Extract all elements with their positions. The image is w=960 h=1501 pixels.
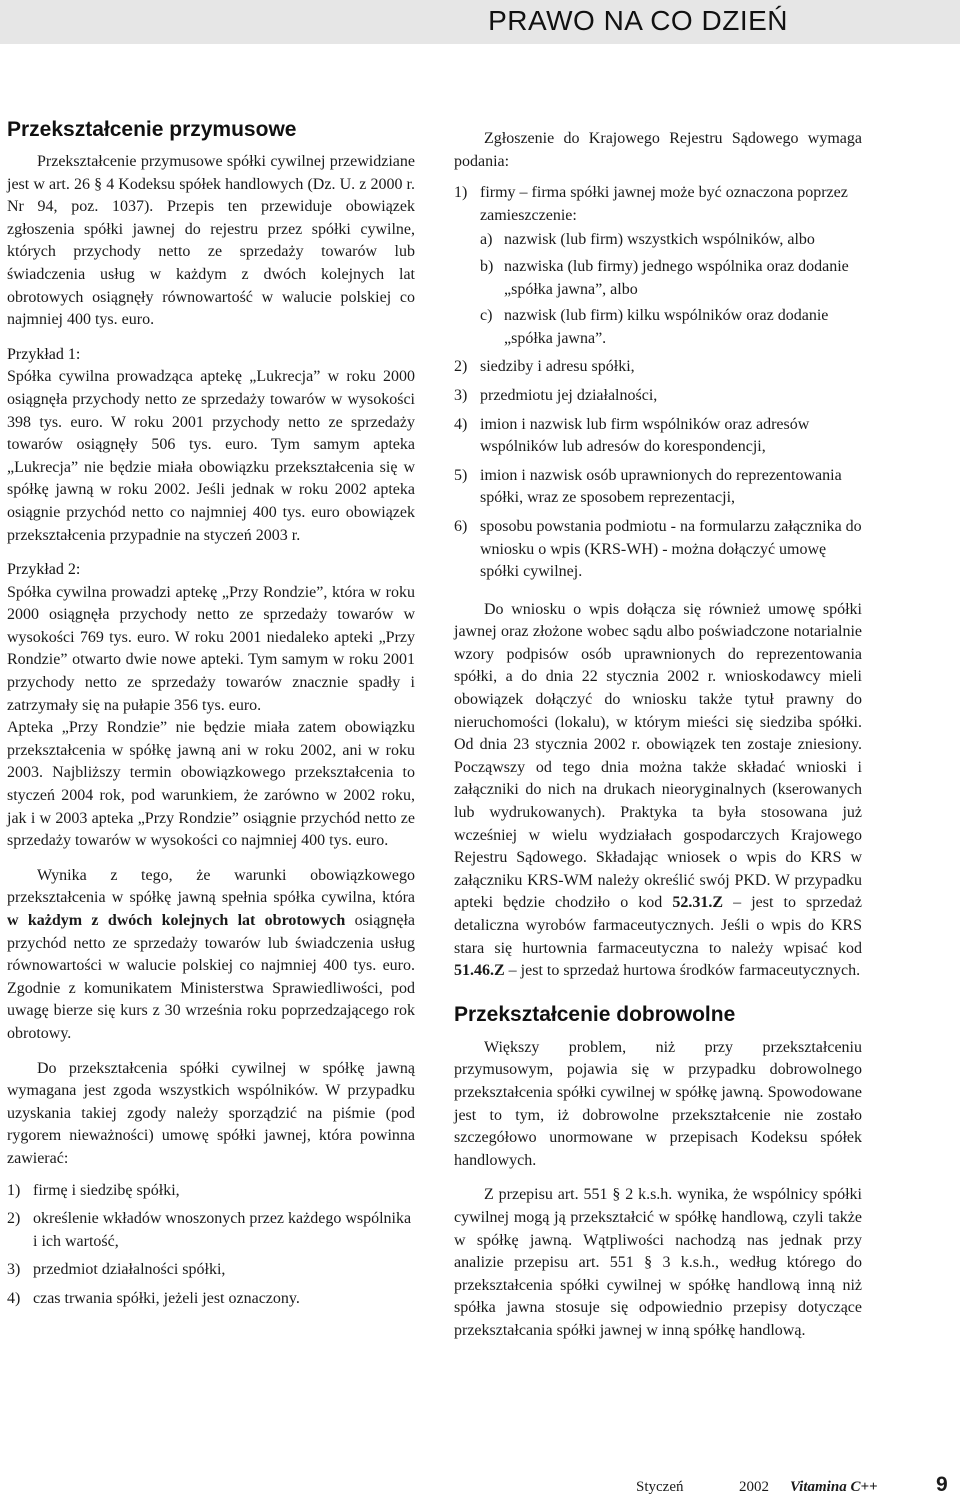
footer-magazine: Vitamina C++ (790, 1479, 878, 1495)
heading-przymusowe: Przekształcenie przymusowe (7, 118, 297, 141)
list-item: 1) firmy – firma spółki jawnej może być oznaczona poprzez zamieszczenie: a) nazwisk (lub firm) wszystkich wspólników, albo b) nazwiska (lub firmy) jednego wspólnika oraz dodanie „spółka jawna”, albo c) nazwisk (lub firm) kilku wspólników oraz dodanie „spółka jawna”. (454, 182, 862, 350)
list-item: 3) przedmiotu jej działalności, (454, 386, 658, 404)
list-item: 1) firmę i siedzibę spółki, (7, 1181, 180, 1199)
example-2-text-continued: Apteka „Przy Rondzie” nie będzie miała zatem obowiązku przekształcenia w spółkę jawną ani w roku 2002, ani w roku 2003. Najbliższy termin obowiązkowego przekształcenia to styczeń 2004 rok, pod warunkiem, że zarówno w 2002 roku, jak i w 2003 apteka „Przy Rondzie” osiągnie przychód netto ze sprzedaży towarów w wysokości co najmniej 400 tys. euro. (7, 719, 415, 850)
paragraph-krs-intro: Zgłoszenie do Krajowego Rejestru Sądowego wymaga podania: (454, 130, 862, 170)
example-2-title: Przykład 2: (7, 561, 81, 579)
paragraph-intro: Przekształcenie przymusowe spółki cywilnej przewidziane jest w art. 26 § 4 Kodeksu spółek handlowych (Dz. U. z 2000 r. Nr 94, poz. 1037). Przepis ten przewiduje obowiązek zgłoszenia spółki jawnej do rejestru przez spółki cywilne, których przychody netto ze sprzedaży towarów lub świadczenia usług w każdym z dwóch kolejnych lat obrotowych osiągnęły równowartość w walucie polskiej co najmniej 400 tys. euro. (7, 153, 415, 329)
page-footer (0, 1473, 960, 1497)
paragraph-art-551: Z przepisu art. 551 § 2 k.s.h. wynika, że wspólnicy spółki cywilnej mogą ją przekształcić w spółkę handlową, czyli także w spółkę jawną. Wątpliwości nachodzą nas jednak przy analizie przepisu art. 551 § 3 k.s.h., według którego do przekształcenia spółki cywilnej w spółkę handlową inną niż spółka jawna stosuje się odpowiednio przepisy dotyczące przekształcania spółki jawnej w inną spółkę handlową. (454, 1186, 862, 1339)
heading-dobrowolne: Przekształcenie dobrowolne (454, 1002, 736, 1026)
emphasis-two-years: w każdym z dwóch kolejnych lat obrotowych (7, 912, 346, 929)
pkd-code-wholesale: 51.46.Z (454, 962, 505, 980)
list-item: 3) przedmiot działalności spółki, (7, 1261, 226, 1279)
sublist-item: a) nazwisk (lub firm) wszystkich wspólników, albo (480, 231, 815, 249)
example-1-title: Przykład 1: (7, 345, 81, 363)
page-header (0, 0, 960, 44)
list-item: 2) siedziby i adresu spółki, (454, 358, 635, 376)
sublist-item: b) nazwiska (lub firmy) jednego wspólnika oraz dodanie „spółka jawna”, albo (480, 257, 849, 298)
list-item: 4) czas trwania spółki, jeżeli jest oznaczony. (7, 1289, 300, 1307)
list-item: 6) sposobu powstania podmiotu - na formularzu załącznika do wniosku o wpis (KRS-WH) - można dołączyć umowę spółki cywilnej. (454, 517, 862, 581)
list-item: 5) imion i nazwisk osób uprawnionych do reprezentowania spółki, wraz ze sposobem reprezentacji, (454, 466, 842, 507)
left-column (7, 118, 415, 1317)
contract-requirements-list (7, 1180, 415, 1311)
paragraph-consent: Do przekształcenia spółki cywilnej w spółkę jawną wymagana jest zgoda wszystkich wspólników. W przypadku uzyskania takiej zgody należy sporządzić na piśmie (pod rygorem nieważności) umowę spółki jawnej, która powinna zawierać: (7, 1059, 415, 1167)
list-item: 4) imion i nazwisk lub firm wspólników oraz adresów wspólników lub adresów do korespondencji, (454, 415, 810, 456)
right-column (454, 128, 862, 1343)
example-1-text: Spółka cywilna prowadząca aptekę „Lukrecja” w roku 2000 osiągnęła przychody netto ze sprzedaży towarów w wysokości 398 tys. euro. W roku 2001 przychody netto ze sprzedaży towarów osiągnęły 506 tys. euro. Tym samym apteka „Lukrecja” nie będzie miała obowiązku przekształcenia się w spółkę jawną w roku 2002. Jeśli jednak w roku 2002 apteka osiągnie przychód netto co najmniej 400 tys. euro obowiązek przekształcenia przypadnie na styczeń 2003 r. (7, 368, 415, 544)
firm-naming-sublist (480, 229, 862, 350)
list-item: 2) określenie wkładów wnoszonych przez każdego wspólnika i ich wartość, (7, 1210, 412, 1250)
section-title: PRAWO NA CO DZIEŃ (488, 5, 788, 36)
sublist-item: c) nazwisk (lub firm) kilku wspólników oraz dodanie „spółka jawna”. (480, 307, 829, 347)
paragraph-attachments: Do wniosku o wpis dołącza się również umowę spółki jawnej oraz złożone wobec sądu albo poświadczone notarialnie wzory podpisów osób uprawnionych do reprezentowania spółki, a do dnia 22 stycznia 2002 r. wnioskodawcy mieli obowiązek dołączyć do wniosku także tytuł prawny do nieruchomości (lokalu), w którym mieści się siedziba spółki. Od dnia 23 stycznia 2002 r. obowiązek ten zostaje zniesiony. Począwszy od tego dnia można także składać wnioski i załączniki do nich na drukach nieoryginalnych (kserowanych lub wydrukowanych). Praktyka ta była stosowana już wcześniej w wielu wydziałach gospodarczych Krajowego Rejestru Sądowego. Składając wniosek o wpis do KRS w załączniku KRS-WM należy określić swój PKD. W przypadku apteki będzie chodziło o kod 52.31.Z – jest to sprzedaż detaliczna wyrobów farmaceutycznych. Jeśli o wpis do KRS stara się hurtownia farmaceutyczna to należy wpisać kod 51.46.Z – jest to sprzedaż hurtowa środków farmaceutycznych. (454, 600, 863, 980)
paragraph-conditions: Wynika z tego, że warunki obowiązkowego przekształcenia w spółkę jawną spełnia spółka cywilna, która w każdym z dwóch kolejnych lat obrotowych osiągnęła przychód netto ze sprzedaży towarów lub świadczenia usług równowartości w walucie polskiej co najmniej 400 tys. euro. Zgodnie z komunikatem Ministerstwa Sprawiedliwości, pod uwagę bierze się kurs z 30 września roku poprzedzającego rok obrotowy. (7, 866, 416, 1042)
footer-year: 2002 (739, 1479, 769, 1495)
footer-month: Styczeń (636, 1479, 684, 1495)
krs-requirements-list (454, 182, 862, 584)
example-2-text: Spółka cywilna prowadzi aptekę „Przy Rondzie”, która w roku 2000 osiągnęła przychody netto ze sprzedaży towarów w wysokości 769 tys. euro. W roku 2001 niedaleko apteki „Przy Rondzie” otwarto dwie nowe apteki. Tym samym w roku 2001 przychody netto ze sprzedaży towarów znacznie spadły i zatrzymały się na pułapie 356 tys. euro. (7, 583, 415, 714)
page-number: 9 (936, 1473, 948, 1496)
paragraph-voluntary: Większy problem, niż przy przekształceniu przymusowym, pojawia się w przypadku dobrowolnego przekształcenia spółki cywilnej w spółkę jawną. Spowodowane jest to tym, iż dobrowolne przekształcenie nie zostało szczegółowo unormowane w przepisach Kodeksu spółek handlowych. (454, 1038, 862, 1169)
pkd-code-retail: 52.31.Z (672, 894, 724, 912)
